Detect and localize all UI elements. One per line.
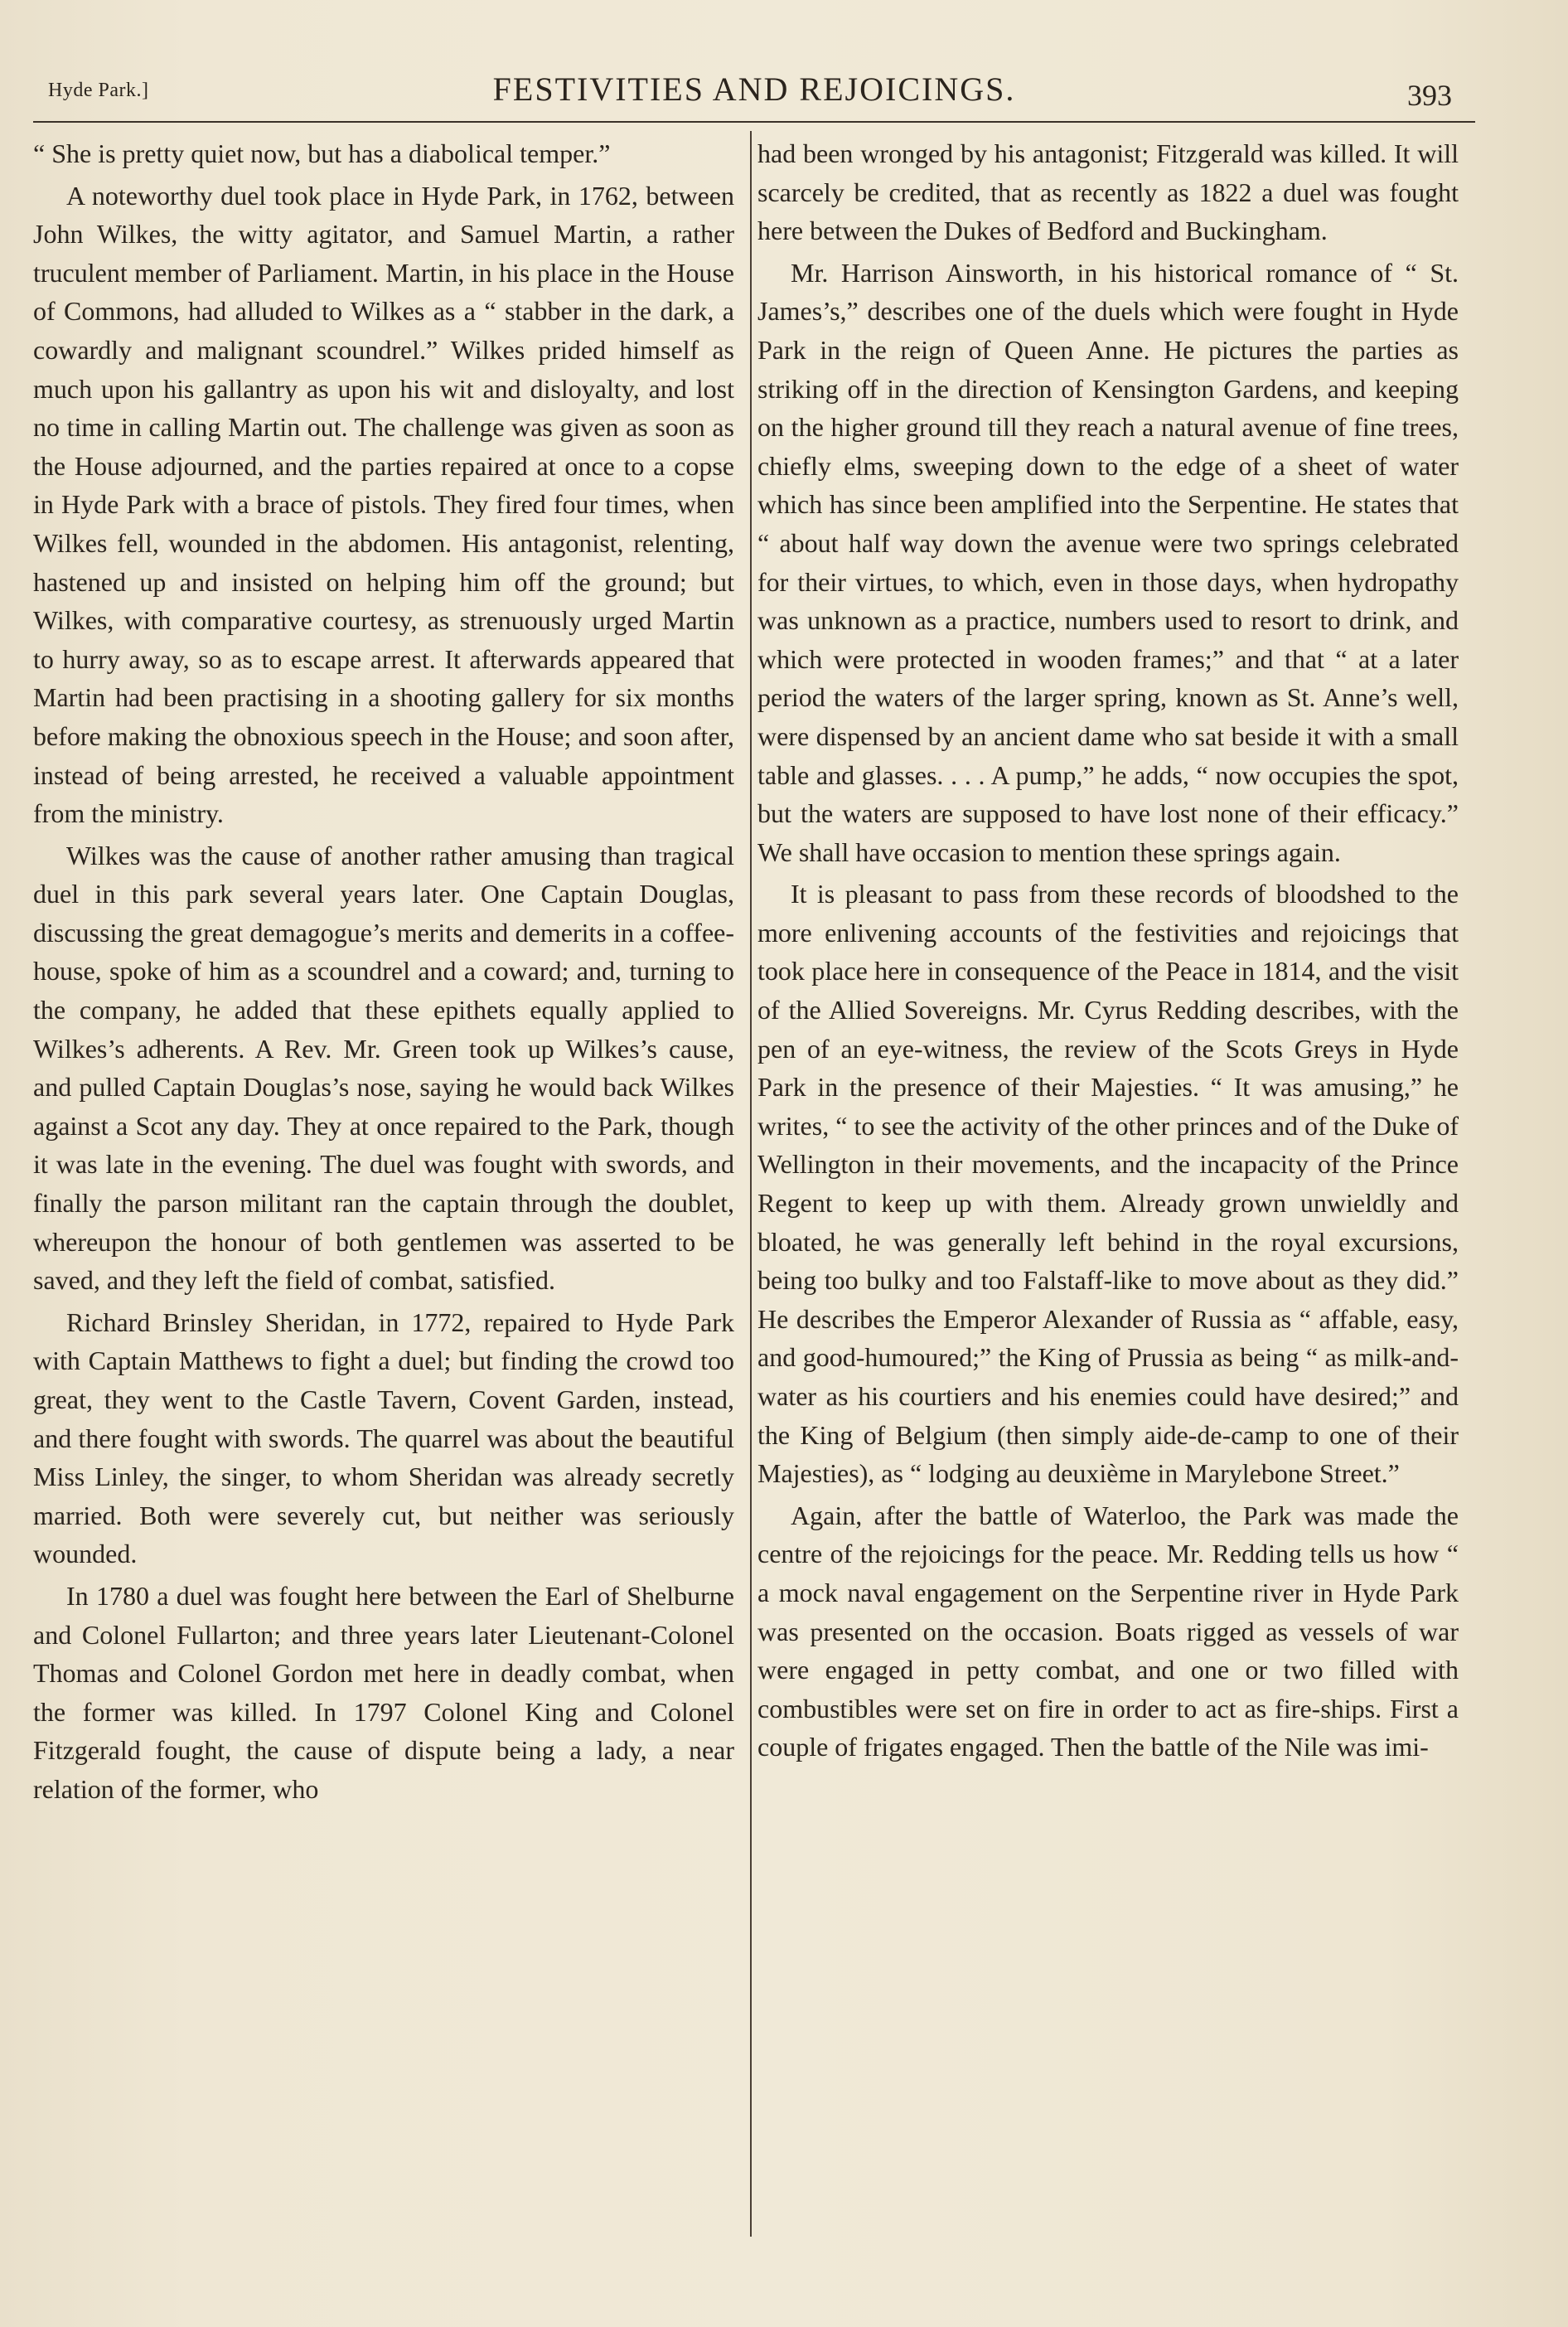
paragraph: Richard Brinsley Sheridan, in 1772, repaired to Hyde Park with Captain Matthews to fight a duel; but finding the crowd too great, they went to the Castle Tavern, Covent Garden, instead, and there fought with swords. The quarrel was about the beautiful Miss Linley, the singer, to whom Sheridan was already secretly married. Both were severely cut, but neither was seriously wounded. xyxy=(33,1307,734,1569)
page-number: 393 xyxy=(1407,79,1452,112)
page-title: FESTIVITIES AND REJOICINGS. xyxy=(492,70,1016,108)
paragraph: Wilkes was the cause of another rather amusing than tragical duel in this park several years later. One Captain Douglas, discussing the great demagogue’s merits and demerits in a coffee-house, spoke of him as a scoundrel and a coward; and, turning to the company, he added that these epithets equally applied to Wilkes’s adherents. A Rev. Mr. Green took up Wilkes’s cause, and pulled Captain Douglas’s nose, saying he would back Wilkes against a Scot any day. They at once repaired to the Park, though it was late in the evening. The duel was fought with swords, and finally the parson militant ran the captain through the doublet, whereupon the honour of both gentlemen was asserted to be saved, and they left the field of combat, satisfied. xyxy=(33,840,734,1296)
paragraph: Mr. Harrison Ainsworth, in his historical romance of “ St. James’s,” describes one of the duels which were fought in Hyde Park in the reign of Queen Anne. He pictures the parties as striking off in the direction of Kensington Gardens, and keeping on the higher ground till they reach a natural avenue of fine trees, chiefly elms, sweeping down to the edge of a sheet of water which has since been amplified into the Serpentine. He states that “ about half way down the avenue were two springs celebrated for their virtues, to which, even in those days, when hydropathy was unknown as a practice, numbers used to resort to drink, and which were protected in wooden frames;” and that “ at a later period the waters of the larger spring, known as St. Anne’s well, were dispensed by an ancient dame who sat beside it with a small table and glasses. . . . A pump,” he adds, “ now occupies the spot, but the waters are supposed to have lost none of their efficacy.” We shall have occasion to mention these springs again. xyxy=(757,257,1459,867)
header-rule xyxy=(33,121,1475,123)
right-column xyxy=(757,134,1459,1770)
paragraph: Again, after the battle of Waterloo, the Park was made the centre of the rejoicings for the peace. Mr. Redding tells us how “ a mock naval engagement on the Serpentine river in Hyde Park was presented on the occasion. Boats rigged as vessels of war were engaged in petty combat, and one or two filled with combustibles were set on fire in order to act as fire-ships. First a couple of frigates engaged. Then the battle of the Nile was imi- xyxy=(757,1500,1459,1762)
paragraph: In 1780 a duel was fought here between the Earl of Shelburne and Colonel Fullarton; and three years later Lieutenant-Colonel Thomas and Colonel Gordon met here in deadly combat, when the former was killed. In 1797 Colonel King and Colonel Fitzgerald fought, the cause of dispute being a lady, a near relation of the former, who xyxy=(33,1580,734,1804)
running-head: Hyde Park.] xyxy=(48,80,149,101)
paragraph: “ She is pretty quiet now, but has a diabolical temper.” xyxy=(33,138,611,168)
column-divider xyxy=(750,131,752,2237)
left-column xyxy=(33,134,734,1812)
paragraph: had been wronged by his antagonist; Fitzgerald was killed. It will scarcely be credited, that as recently as 1822 a duel was fought here between the Dukes of Bedford and Buckingham. xyxy=(757,138,1459,246)
paragraph: A noteworthy duel took place in Hyde Park, in 1762, between John Wilkes, the witty agitator, and Samuel Martin, a rather truculent member of Parliament. Martin, in his place in the House of Commons, had alluded to Wilkes as a “ stabber in the dark, a cowardly and malignant scoundrel.” Wilkes prided himself as much upon his gallantry as upon his wit and disloyalty, and lost no time in calling Martin out. The challenge was given as soon as the House adjourned, and the parties repaired at once to a copse in Hyde Park with a brace of pistols. They fired four times, when Wilkes fell, wounded in the abdomen. His antagonist, relenting, hastened up and insisted on helping him off the ground; but Wilkes, with comparative courtesy, as strenuously urged Martin to hurry away, so as to escape arrest. It afterwards appeared that Martin had been practising in a shooting gallery for six months before making the obnoxious speech in the House; and soon after, instead of being arrested, he received a valuable appointment from the ministry. xyxy=(33,180,734,829)
page-header xyxy=(33,58,1475,124)
paragraph: It is pleasant to pass from these records of bloodshed to the more enlivening accounts of the festivities and rejoicings that took place here in consequence of the Peace in 1814, and the visit of the Allied Sovereigns. Mr. Cyrus Redding describes, with the pen of an eye-witness, the review of the Scots Greys in Hyde Park in the presence of their Majesties. “ It was amusing,” he writes, “ to see the activity of the other princes and of the Duke of Wellington in their movements, and the incapacity of the Prince Regent to keep up with them. Already grown unwieldly and bloated, he was generally left behind in the royal excursions, being too bulky and too Falstaff-like to move about as they did.” He describes the Emperor Alexander of Russia as “ affable, easy, and good-humoured;” the King of Prussia as being “ as milk-and-water as his courtiers and his enemies could have desired;” and the King of Belgium (then simply aide-de-camp to one of their Majesties), as “ lodging au deuxième in Marylebone Street.” xyxy=(757,879,1459,1489)
